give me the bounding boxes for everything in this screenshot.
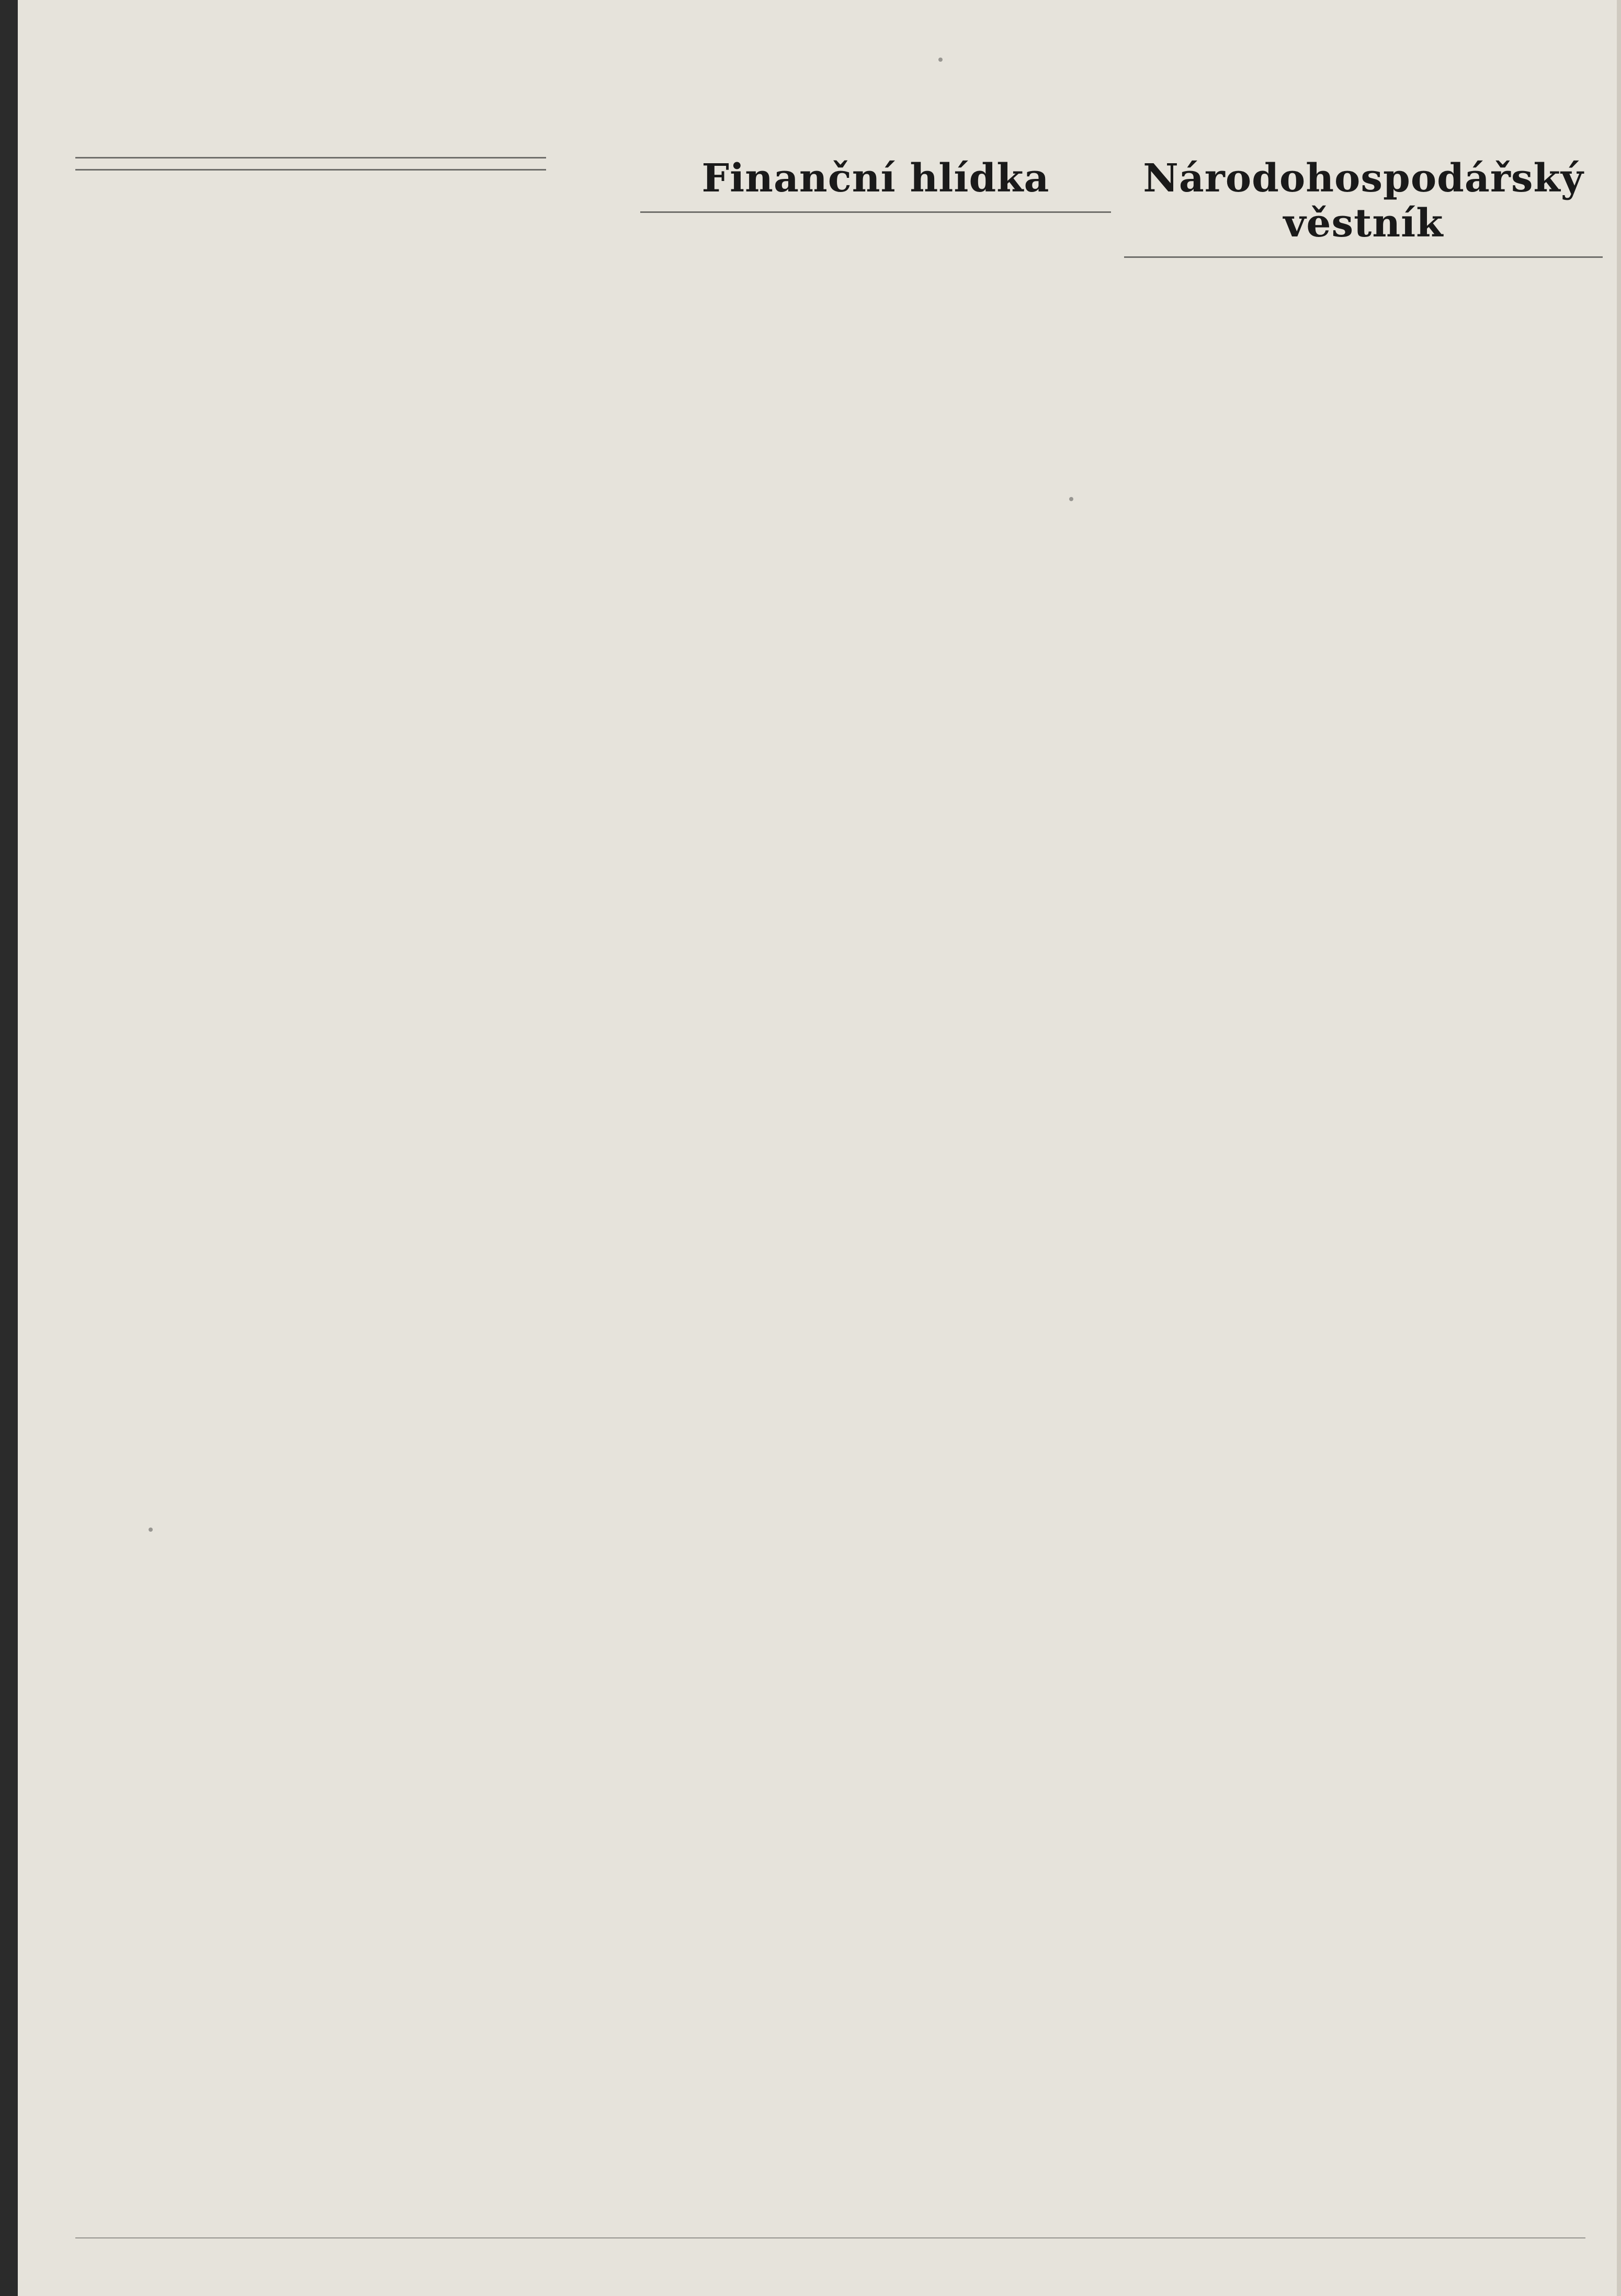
column-1: [75, 146, 546, 2218]
print-speck: [938, 58, 943, 62]
column-1-rule-bottom: [75, 169, 546, 171]
section-title-financni-hlidka: Finanční hlídka: [701, 156, 1050, 201]
print-speck: [1069, 497, 1073, 501]
page-bottom-rule: [75, 2237, 1585, 2238]
column-3-rule: [1124, 256, 1603, 258]
print-speck: [149, 1528, 153, 1532]
column-2-rule: [640, 211, 1111, 213]
column-3: [1124, 146, 1603, 2218]
column-1-rule-top: [75, 157, 546, 159]
column-2: [640, 146, 1111, 2218]
section-title-narodohospodarsky-vestnik: Národohospodářský věstník: [1143, 156, 1584, 246]
